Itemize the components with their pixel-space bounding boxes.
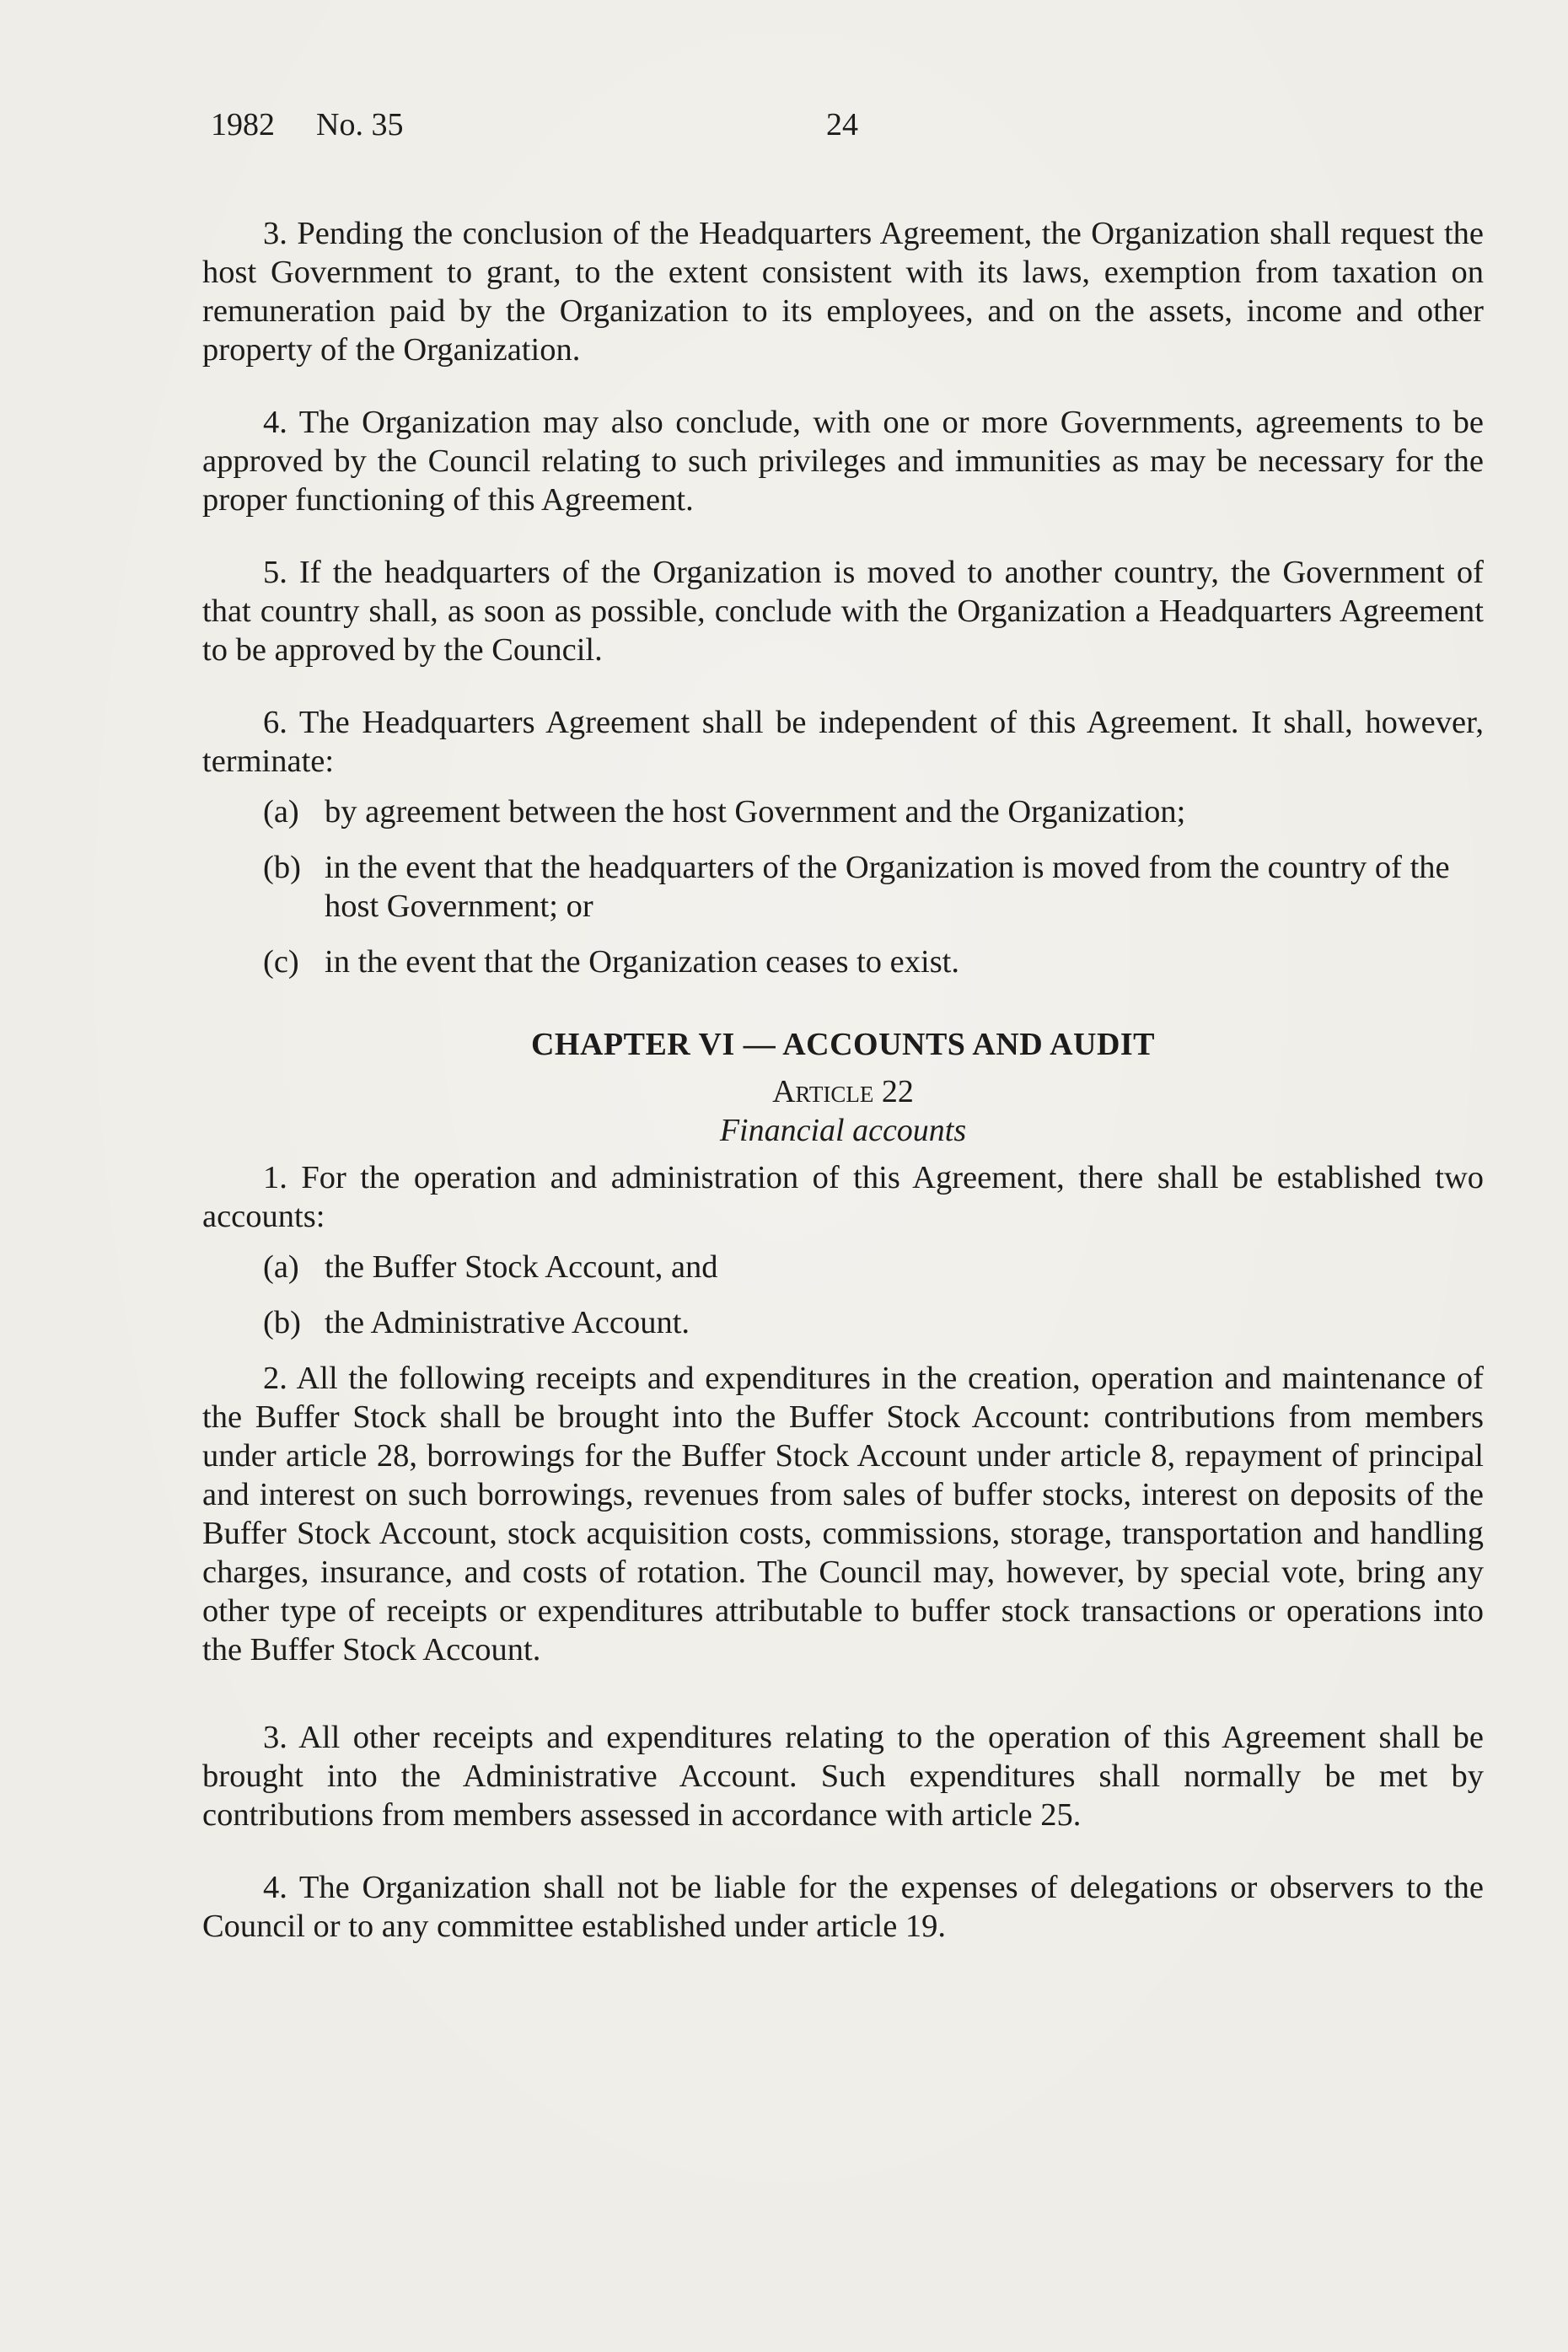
article-paragraph-2: 2. All the following receipts and expenditures in the creation, operation and maintenance of the Buffer Stock shall be brought into the Buffer Stock Account: contributions from members under article 28, borrowings for the Buffer Stock Account under article 8, repayment of principal and interest on such borrowings, revenues from sales of buffer stocks, interest on deposits of the Buffer Stock Account, stock acquisition costs, commissions, storage, transportation and handling charges, insurance, and costs of rotation. The Council may, however, by special vote, bring any other type of receipts or expenditures attributable to buffer stock transactions or operations into the Buffer Stock Account. (202, 1361, 1484, 1667)
list-item-text: the Administrative Account. (325, 1305, 690, 1340)
document-body (202, 214, 1484, 1979)
list-item-text: in the event that the Organization ceases to exist. (325, 944, 960, 980)
list-item (202, 1248, 1484, 1286)
paragraph-5: 5. If the headquarters of the Organization is moved to another country, the Government of that country shall, as soon as possible, conclude with the Organization a Headquarters Agreement to be approved by the Council. (202, 555, 1484, 668)
article-paragraph-3: 3. All other receipts and expenditures relating to the operation of this Agreement shall be brought into the Administrative Account. Such expenditures shall normally be met by contributions from members assessed in accordance with article 25. (202, 1720, 1484, 1833)
article-subtitle: Financial accounts (719, 1113, 967, 1148)
list-item-label: (a) (263, 1249, 299, 1285)
list-item-label: (c) (263, 944, 299, 980)
list-item (202, 848, 1484, 926)
list-item-label: (a) (263, 794, 299, 830)
list-item-text: in the event that the headquarters of the Organization is moved from the country of the host Government; or (325, 850, 1450, 924)
list-item-text: by agreement between the host Government and the Organization; (325, 794, 1186, 830)
header-number: No. 35 (316, 107, 404, 142)
list-item (202, 1303, 1484, 1342)
list-item (202, 792, 1484, 831)
paragraph-6: 6. The Headquarters Agreement shall be independent of this Agreement. It shall, however, terminate: (202, 705, 1484, 779)
list-item-label: (b) (263, 850, 301, 885)
article-paragraph-4: 4. The Organization shall not be liable for the expenses of delegations or observers to the Council or to any committee established under article 19. (202, 1870, 1484, 1944)
list-item (202, 942, 1484, 981)
paragraph-3: 3. Pending the conclusion of the Headquarters Agreement, the Organization shall request the host Government to grant, to the extent consistent with its laws, exemption from taxation on remuneration paid by the Organization to its employees, and on the assets, income and other property of the Organization. (202, 216, 1484, 368)
article-paragraph-1: 1. For the operation and administration of this Agreement, there shall be established two accounts: (202, 1160, 1484, 1234)
paragraph-4: 4. The Organization may also conclude, with one or more Governments, agreements to be approved by the Council relating to such privileges and immunities as may be necessary for the proper functioning of this Agreement. (202, 405, 1484, 518)
page-number: 24 (826, 107, 858, 142)
chapter-heading: CHAPTER VI — ACCOUNTS AND AUDIT (530, 1027, 1156, 1062)
header-year: 1982 (211, 107, 275, 142)
list-item-text: the Buffer Stock Account, and (325, 1249, 718, 1285)
section-spacer (202, 1703, 1484, 1718)
list-item-label: (b) (263, 1305, 301, 1340)
article-heading: Article 22 (772, 1074, 914, 1109)
